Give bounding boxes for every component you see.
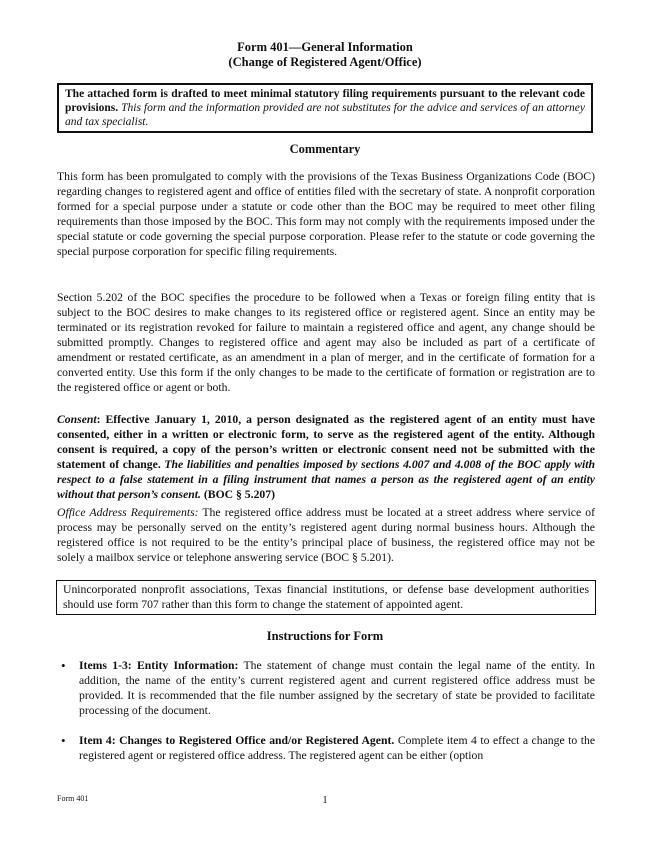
instruction-item-label: Item 4: Changes to Registered Office and/or Registered Agent. [79, 734, 395, 747]
consent-citation: (BOC § 5.207) [203, 488, 275, 501]
commentary-heading: Commentary [289, 142, 361, 156]
instruction-item-text: The statement of change must contain the legal name of the entity. In addition, the name of the entity’s current registered agent and current registered office address must be provided. It is recommended that the file number assigned by the secretary of state be provided to facilitate processing of the document. [79, 659, 596, 717]
consent-label: Consent [57, 413, 97, 426]
form-707-notice-box: Unincorporated nonprofit associations, Texas financial institutions, or defense base development authorities should use form 707 rather than this form to change the statement of appointed agent. [56, 580, 596, 615]
footer-form-name: Form 401 [57, 794, 89, 803]
commentary-paragraph-1: This form has been promulgated to comply with the provisions of the Texas Business Organizations Code (BOC) regarding changes to registered agent and office of entities filed with the secretary of state. A nonprofit corporation formed for a special purpose under a statute or code other than the BOC may be required to meet other filing requirements than those imposed by the BOC. This form may not comply with the requirements imposed under the special statute or code governing the special purpose corporation. Please refer to the statute or code governing the special purpose corporation for specific filing requirements. [57, 170, 595, 258]
footer-page-number: 1 [322, 795, 328, 806]
form-subtitle: (Change of Registered Agent/Office) [228, 55, 422, 69]
notice-italic-text: This form and the information provided are not substitutes for the advice and services of an attorney and tax specialist. [65, 102, 586, 128]
instruction-item-text: Complete item 4 to effect a change to the registered agent or registered office address. The registered agent can be either (option [79, 734, 596, 762]
office-address-text: The registered office address must be located at a street address where service of process may be personally served on the entity’s registered agent during normal business hours. Although the registered office is not required to be the entity’s principal place of business, the registered office may not be solely a mailbox service or telephone answering service (BOC § 5.201). [57, 506, 595, 564]
office-address-paragraph [57, 505, 595, 565]
consent-bold-text: : Effective January 1, 2010, a person designated as the registered agent of an entity must have consented, either in a written or electronic form, to serve as the registered agent of the entity. Although consent is required, a copy of the person’s written or electronic consent need not be submitted with the statement of change. [57, 413, 595, 471]
notice-box [57, 83, 593, 133]
bullet-icon: • [61, 733, 66, 748]
consent-paragraph [57, 412, 595, 502]
instruction-item-label: Items 1-3: Entity Information: [79, 659, 239, 672]
notice-bold-text: The attached form is drafted to meet minimal statutory filing requirements pursuant to the relevant code provisions. [65, 88, 585, 114]
instruction-item-2 [57, 733, 595, 763]
office-address-label: Office Address Requirements: [57, 506, 199, 519]
bullet-icon: • [61, 658, 66, 673]
instruction-item-1 [57, 658, 595, 718]
commentary-paragraph-2: Section 5.202 of the BOC specifies the procedure to be followed when a Texas or foreign filing entity that is subject to the BOC desires to make changes to its registered office or registered agent. Since an entity may be terminated or its registration revoked for failure to maintain a registered office and agent, any change should be submitted promptly. Changes to registered office and agent may also be included as part of a certificate of amendment or restated certificate, as an amendment in a plan of merger, and in the certificate of formation for a converted entity. Use this form if the only changes to be made to the certificate of formation or registration are to the registered office or agent or both. [57, 291, 595, 394]
form-title: Form 401—General Information [237, 40, 413, 54]
consent-liability-text: The liabilities and penalties imposed by sections 4.007 and 4.008 of the BOC apply with respect to a false statement in a filing instrument that names a person as the registered agent of an entity without that person’s consent. [57, 458, 595, 501]
instructions-heading: Instructions for Form [266, 629, 384, 643]
